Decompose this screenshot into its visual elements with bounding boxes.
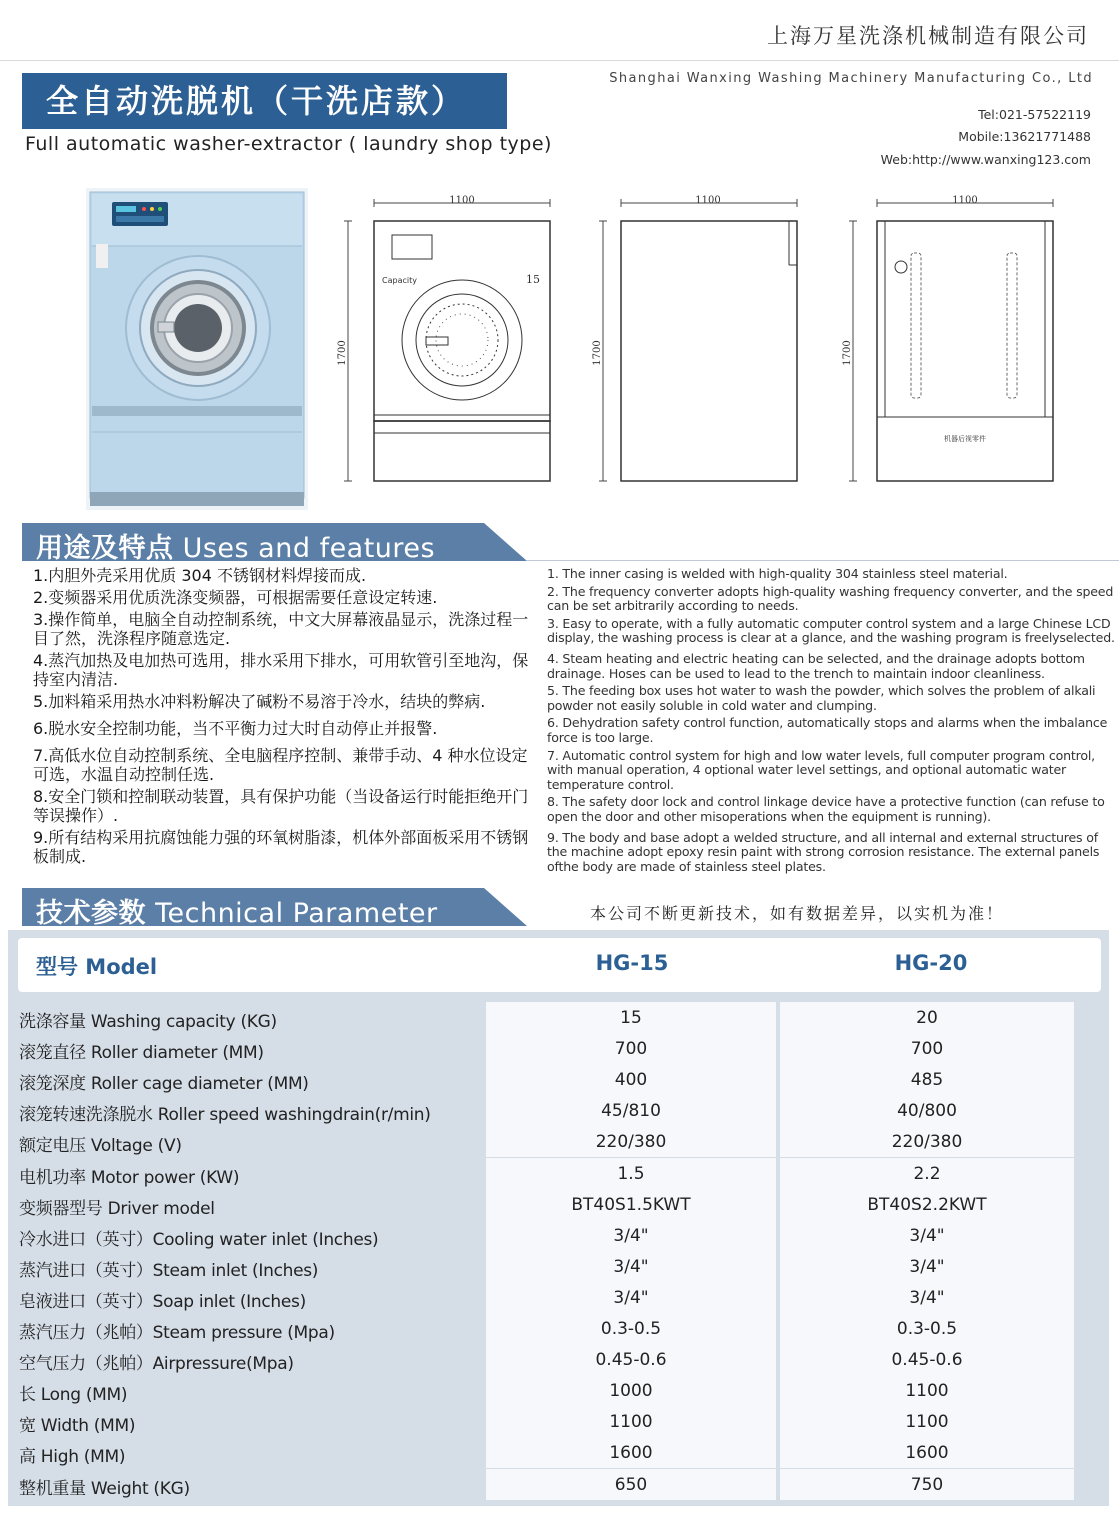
company-name-en: Shanghai Wanxing Washing Machinery Manufacturing Co., Ltd	[609, 71, 1093, 86]
feature-item-cn: 8.安全门锁和控制联动装置，具有保护功能（当设备运行时能拒绝开门等误操作）.	[33, 787, 529, 825]
table-row	[8, 1375, 1109, 1406]
table-row	[8, 1251, 1109, 1282]
feature-item-cn: 4.蒸汽加热及电加热可选用，排水采用下排水，可用软管引至地沟，保持室内清洁.	[33, 651, 529, 689]
features-list-cn	[33, 566, 543, 869]
cell-hg15: 3/4"	[486, 1251, 776, 1282]
cell-hg20: 220/380	[780, 1126, 1074, 1157]
height-dimension-label: 1700	[842, 340, 853, 366]
params-heading-en: Technical Parameter	[155, 898, 438, 929]
cell-hg15: BT40S1.5KWT	[486, 1189, 776, 1220]
cell-hg20: 700	[780, 1033, 1074, 1064]
feature-item-en: 2. The frequency converter adopts high-quality washing frequency converter, and the speed can be set arbitrarily according to needs.	[547, 583, 1114, 614]
cell-hg20: 20	[780, 1002, 1074, 1033]
feature-item-en: 8. The safety door lock and control linkage device have a protective function (can refuse to open the door and other misoperations when the equipment is running).	[547, 794, 1105, 824]
table-row	[8, 1189, 1109, 1220]
row-label: 高 High (MM)	[19, 1447, 126, 1468]
cell-hg15: 0.45-0.6	[486, 1344, 776, 1375]
cell-hg15: 1000	[486, 1375, 776, 1406]
cell-hg15: 650	[486, 1469, 776, 1500]
cell-hg15: 400	[486, 1064, 776, 1095]
contact-web[interactable]: Web:http://www.wanxing123.com	[880, 152, 1091, 167]
width-dimension-label: 1100	[952, 195, 978, 206]
features-heading	[22, 523, 527, 564]
table-row	[8, 1220, 1109, 1251]
table-row	[8, 1095, 1109, 1126]
row-label: 蒸汽进口（英寸）Steam inlet (Inches)	[19, 1260, 319, 1281]
table-header	[18, 938, 1101, 992]
model-header-label: 型号 Model	[36, 955, 158, 979]
cell-hg20: 485	[780, 1064, 1074, 1095]
feature-item-cn: 2.变频器采用优质洗涤变频器，可根据需要任意设定转速.	[33, 588, 438, 607]
cell-hg20: 3/4"	[780, 1282, 1074, 1313]
cell-hg20: 1100	[780, 1375, 1074, 1406]
cell-hg20: 0.3-0.5	[780, 1313, 1074, 1344]
table-row	[8, 1437, 1109, 1468]
capacity-label: Capacity	[382, 276, 417, 285]
cell-hg20: 1100	[780, 1406, 1074, 1437]
capacity-value: 15	[526, 273, 540, 286]
row-label: 滚笼直径 Roller diameter (MM)	[19, 1043, 264, 1064]
row-label: 冷水进口（英寸）Cooling water inlet (Inches)	[19, 1229, 379, 1250]
back-parts-label: 机器后视零件	[944, 435, 986, 443]
row-label: 电机功率 Motor power (KW)	[19, 1167, 240, 1188]
table-row	[8, 1158, 1109, 1189]
table-row	[8, 1126, 1109, 1157]
width-dimension-label: 1100	[695, 195, 721, 206]
feature-item-en: 6. Dehydration safety control function, automatically stops and alarms when the imbalance force is too large.	[547, 715, 1108, 745]
table-row	[8, 1033, 1109, 1064]
front-view-drawing	[337, 193, 560, 493]
back-view-drawing	[842, 193, 1065, 493]
cell-hg20: BT40S2.2KWT	[780, 1189, 1074, 1220]
feature-item-cn: 7.高低水位自动控制系统、全电脑程序控制、兼带手动、4 种水位设定可选，水温自动控制任选.	[33, 746, 528, 784]
row-label: 宽 Width (MM)	[19, 1416, 136, 1437]
cell-hg20: 0.45-0.6	[780, 1344, 1074, 1375]
cell-hg15: 220/380	[486, 1126, 776, 1157]
feature-item-cn: 6.脱水安全控制功能，当不平衡力过大时自动停止并报警.	[33, 719, 438, 738]
product-title-cn: 全自动洗脱机（干洗店款）	[22, 73, 507, 129]
header-divider	[0, 60, 1119, 61]
feature-item-en: 5. The feeding box uses hot water to wash the powder, which solves the problem of alkali powder not easily soluble in cold water and clumping.	[547, 683, 1096, 713]
company-name-cn: 上海万星洗涤机械制造有限公司	[767, 24, 1089, 48]
table-row	[8, 1064, 1109, 1095]
feature-item-en: 1. The inner casing is welded with high-quality 304 stainless steel material.	[547, 566, 1008, 581]
row-label: 空气压力（兆帕）Airpressure(Mpa)	[19, 1354, 294, 1375]
machine-photo	[86, 188, 308, 510]
cell-hg15: 3/4"	[486, 1220, 776, 1251]
feature-item-en: 3. Easy to operate, with a fully automatic computer control system and a large Chinese LCD display, the washing process is clear at a glance, and the washing program is freelyselected.	[547, 615, 1115, 646]
row-label: 额定电压 Voltage (V)	[19, 1136, 182, 1157]
cell-hg20: 3/4"	[780, 1220, 1074, 1251]
features-heading-cn: 用途及特点	[36, 533, 174, 564]
feature-item-cn: 1.内胆外壳采用优质 304 不锈钢材料焊接而成.	[33, 566, 367, 585]
feature-item-en: 7. Automatic control system for high and low water levels, full computer program control, with manual operation, 4 optional water level settings, and optional automatic water temperature control.	[547, 747, 1095, 792]
cell-hg15: 0.3-0.5	[486, 1313, 776, 1344]
row-label: 洗涤容量 Washing capacity (KG)	[19, 1012, 277, 1032]
feature-item-cn: 9.所有结构采用抗腐蚀能力强的环氧树脂漆，机体外部面板采用不锈钢板制成.	[33, 828, 529, 866]
table-row	[8, 1313, 1109, 1344]
features-list-en	[547, 567, 1119, 877]
width-dimension-label: 1100	[449, 195, 475, 206]
feature-item-en: 9. The body and base adopt a welded structure, and all internal and external structures of the machine adopt epoxy resin paint with strong corrosion resistance. The external panels ofthe body are made of stainless steel plates.	[547, 829, 1100, 874]
cell-hg20: 2.2	[780, 1158, 1074, 1189]
row-label: 变频器型号 Driver model	[19, 1198, 215, 1219]
features-heading-en: Uses and features	[182, 533, 436, 564]
feature-item-cn: 5.加料箱采用热水冲料粉解决了碱粉不易溶于冷水，结块的弊病.	[33, 692, 486, 711]
row-label: 滚笼转速洗涤脱水 Roller speed washingdrain(r/min)	[19, 1105, 431, 1126]
params-heading-cn: 技术参数	[36, 898, 146, 929]
params-table	[8, 930, 1109, 1506]
row-label: 整机重量 Weight (KG)	[19, 1478, 190, 1499]
model-column-hg15: HG-15	[595, 951, 669, 975]
cell-hg20: 1600	[780, 1437, 1074, 1468]
cell-hg15: 1100	[486, 1406, 776, 1437]
height-dimension-label: 1700	[592, 340, 603, 366]
params-heading	[22, 888, 527, 929]
cell-hg20: 40/800	[780, 1095, 1074, 1126]
cell-hg15: 45/810	[486, 1095, 776, 1126]
cell-hg15: 700	[486, 1033, 776, 1064]
side-view-drawing	[592, 193, 815, 493]
row-label: 滚笼深度 Roller cage diameter (MM)	[19, 1074, 309, 1095]
disclaimer-note: 本公司不断更新技术，如有数据差异，以实机为准！	[590, 904, 1005, 923]
table-row	[8, 1406, 1109, 1437]
row-label: 皂液进口（英寸）Soap inlet (Inches)	[19, 1291, 306, 1312]
cell-hg15: 15	[486, 1002, 776, 1033]
table-row	[8, 1469, 1109, 1500]
product-title-en: Full automatic washer-extractor ( laundry shop type)	[25, 133, 552, 155]
cell-hg15: 1.5	[486, 1158, 776, 1189]
table-row	[8, 1002, 1109, 1033]
features-divider	[527, 560, 1119, 561]
model-column-hg20: HG-20	[894, 951, 968, 975]
feature-item-en: 4. Steam heating and electric heating can be selected, and the drainage adopts bottom drainage. Hoses can be used to lead to the trench to maintain indoor cleanliness.	[547, 650, 1085, 681]
row-label: 长 Long (MM)	[19, 1385, 128, 1406]
contact-tel: Tel:021-57522119	[978, 107, 1091, 122]
cell-hg15: 3/4"	[486, 1282, 776, 1313]
cell-hg20: 750	[780, 1469, 1074, 1500]
table-row	[8, 1282, 1109, 1313]
height-dimension-label: 1700	[337, 340, 348, 366]
cell-hg15: 1600	[486, 1437, 776, 1468]
table-row	[8, 1344, 1109, 1375]
cell-hg20: 3/4"	[780, 1251, 1074, 1282]
contact-mobile: Mobile:13621771488	[958, 129, 1091, 144]
row-label: 蒸汽压力（兆帕）Steam pressure (Mpa)	[19, 1323, 335, 1343]
feature-item-cn: 3.操作简单，电脑全自动控制系统，中文大屏幕液晶显示，洗涤过程一目了然，洗涤程序随意选定.	[33, 610, 529, 648]
